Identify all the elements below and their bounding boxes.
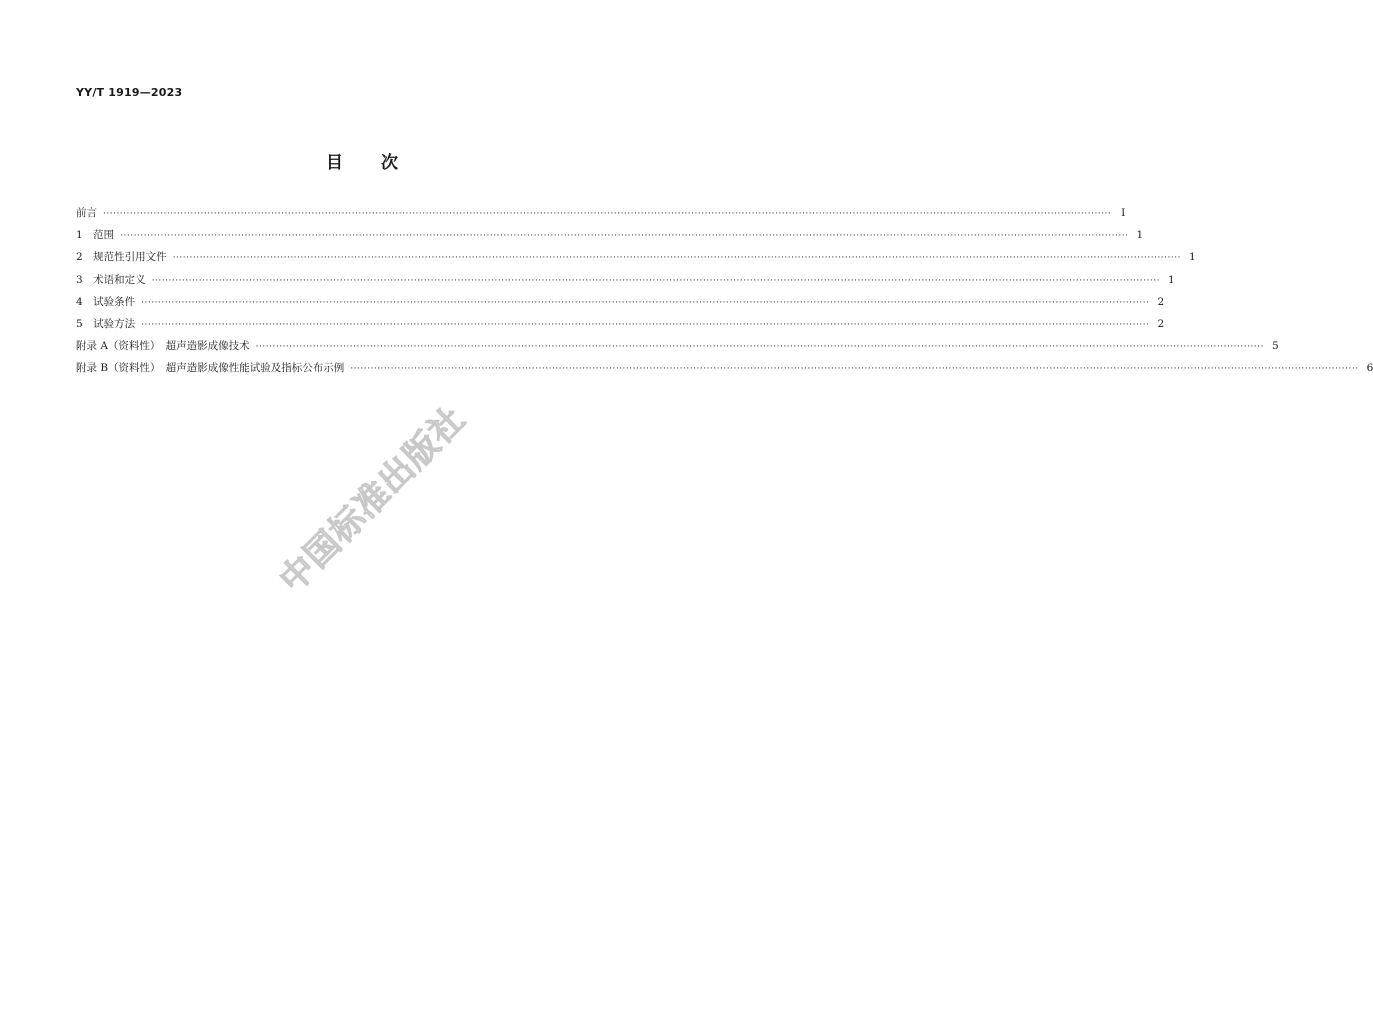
toc-dot-leader: ············································································································································································································································································································ (172, 253, 1181, 264)
toc-dot-leader: ············································································································································································································································································································ (255, 342, 1264, 353)
toc-entry-page: 2 (1157, 317, 1165, 330)
standard-code: YY/T 1919—2023 (76, 86, 183, 99)
toc-entry-label: 附录 A（资料性） 超声造影成像技术 (76, 340, 250, 353)
toc-dot-leader: ············································································································································································································································································································ (141, 297, 1150, 308)
toc-entry-test-methods[interactable] (76, 316, 1165, 338)
toc-entry-label: 1 范围 (76, 229, 115, 242)
toc-entry-terms-definitions[interactable] (76, 272, 1175, 294)
toc-entry-page: 1 (1167, 273, 1175, 286)
toc-entry-page: Ⅰ (1121, 207, 1126, 219)
publisher-watermark: 中国标准出版社 (272, 398, 474, 601)
toc-dot-leader: ············································································································································································································································································································ (141, 319, 1150, 330)
toc-entry-label: 5 试验方法 (76, 317, 136, 330)
table-of-contents (76, 205, 1373, 383)
toc-entry-scope[interactable] (76, 227, 1144, 249)
toc-entry-label: 3 术语和定义 (76, 273, 146, 286)
toc-entry-page: 1 (1188, 251, 1196, 264)
toc-entry-test-conditions[interactable] (76, 294, 1165, 316)
toc-dot-leader: ············································································································································································································································································································ (120, 231, 1129, 242)
toc-entry-page: 6 (1366, 362, 1373, 375)
toc-dot-leader: ············································································································································································································································································································ (350, 364, 1359, 375)
toc-entry-annex-a[interactable] (76, 338, 1279, 360)
toc-entry-label: 前言 (76, 207, 97, 219)
toc-entry-label: 4 试验条件 (76, 295, 136, 308)
toc-entry-page: 5 (1271, 340, 1279, 353)
toc-dot-leader: ············································································································································································································································································································ (103, 209, 1112, 219)
toc-dot-leader: ············································································································································································································································································································ (151, 275, 1160, 286)
toc-entry-label: 附录 B（资料性） 超声造影成像性能试验及指标公布示例 (76, 362, 345, 375)
toc-entry-normative-references[interactable] (76, 249, 1196, 271)
toc-entry-annex-b[interactable] (76, 360, 1373, 382)
toc-entry-label: 2 规范性引用文件 (76, 251, 167, 264)
page-title: 目次 (326, 153, 436, 173)
toc-entry-foreword[interactable] (76, 205, 1126, 227)
toc-entry-page: 1 (1136, 229, 1144, 242)
toc-entry-page: 2 (1157, 295, 1165, 308)
